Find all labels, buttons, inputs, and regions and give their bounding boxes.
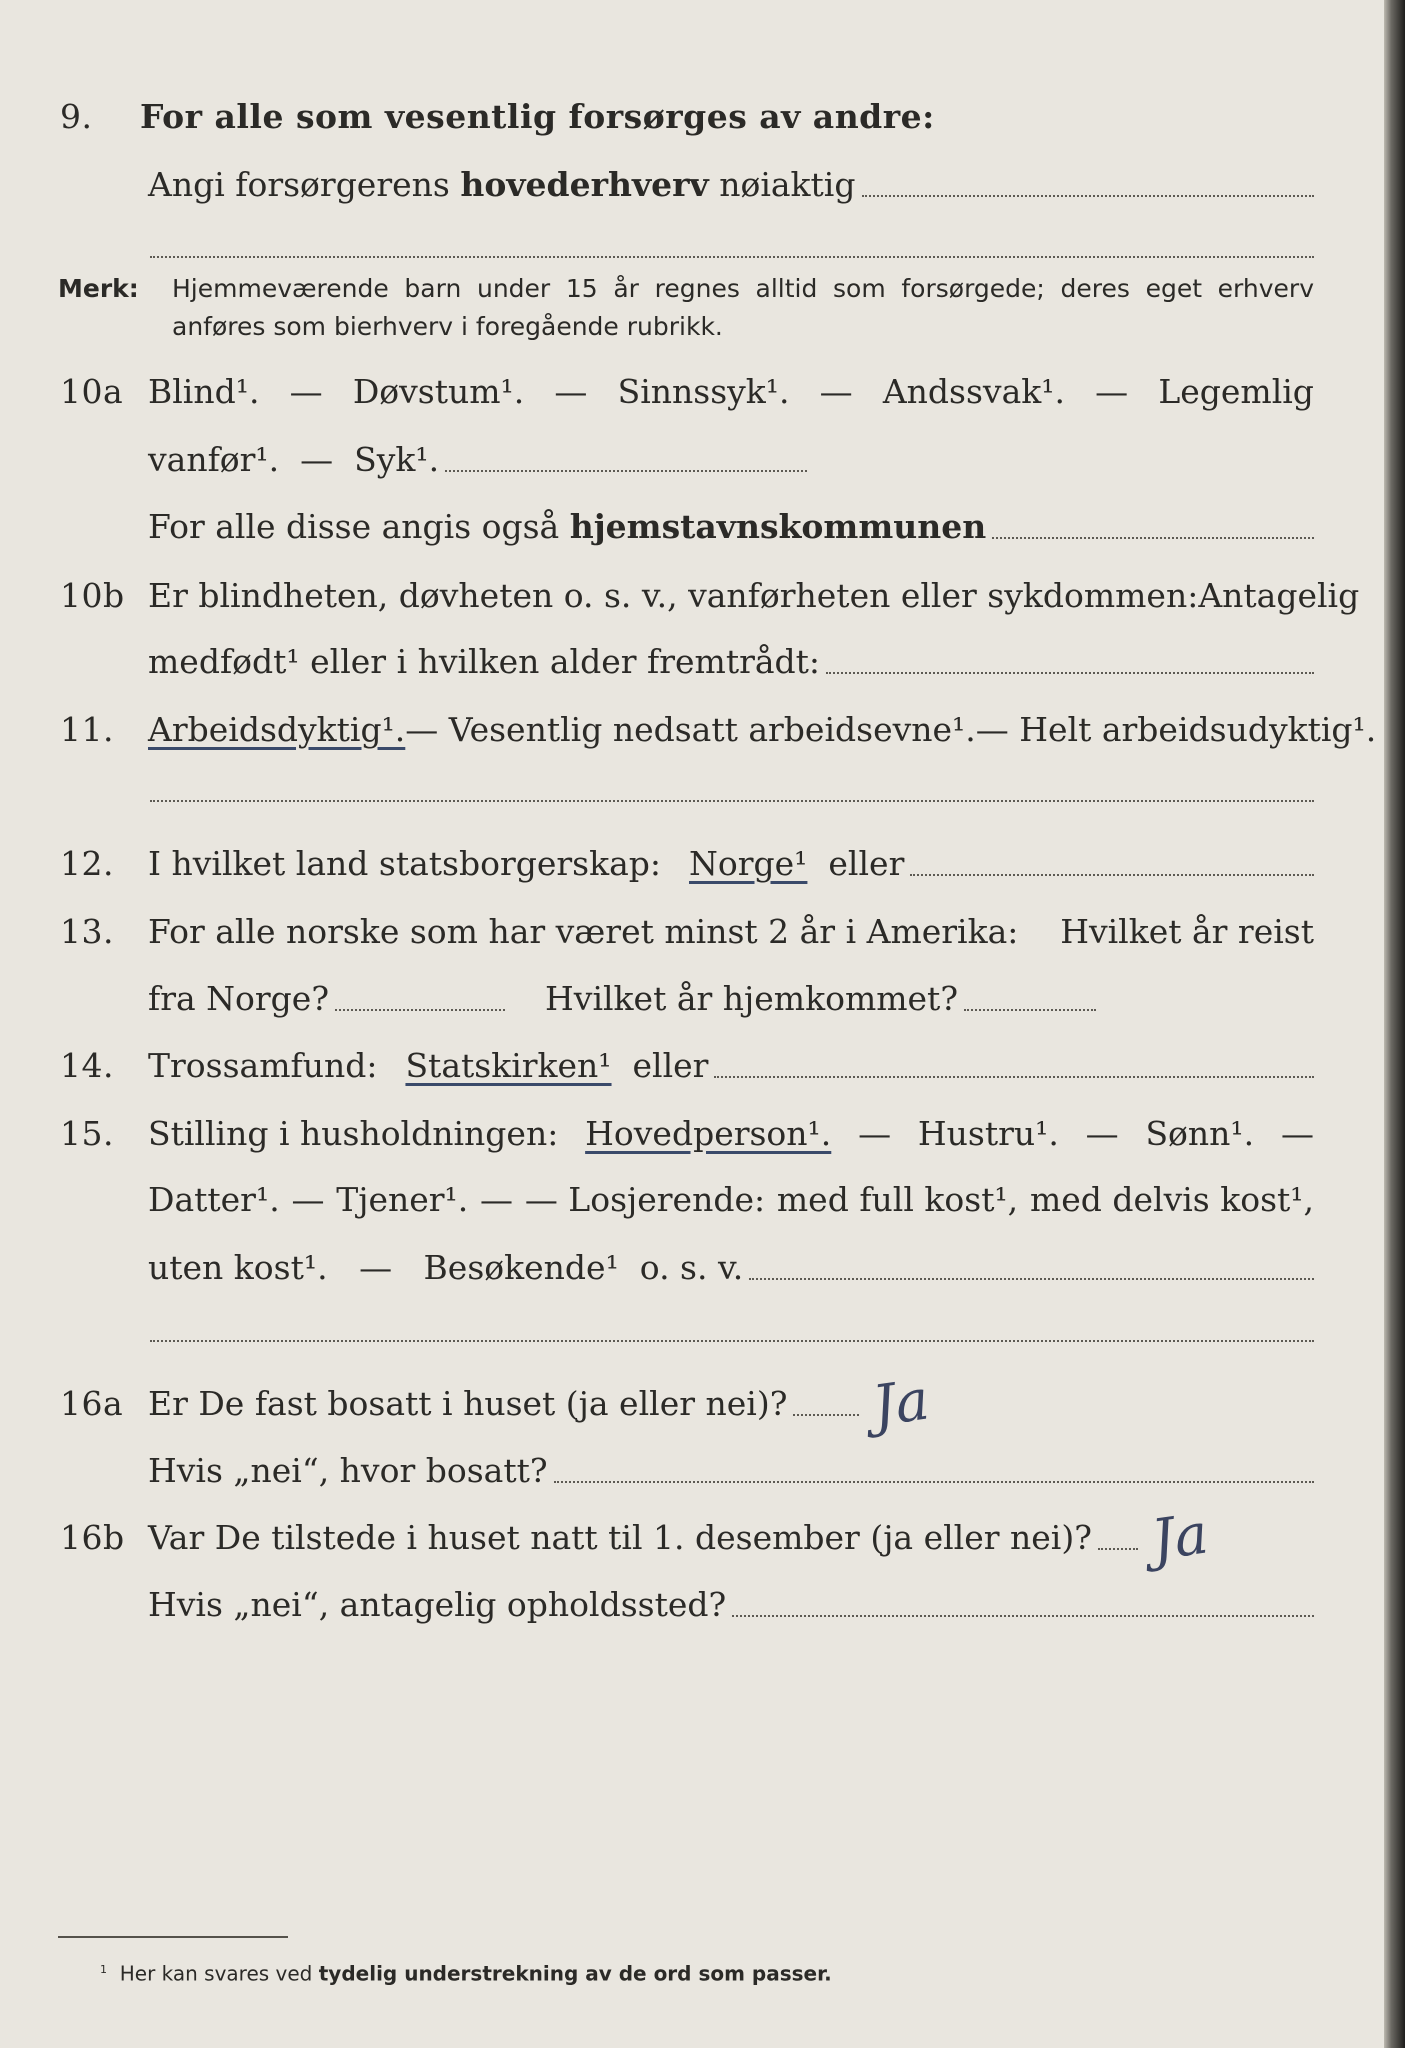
field-label: nøiaktig <box>719 165 856 204</box>
question-16b-cont <box>0 1583 1384 1643</box>
footnote-text: Her kan svares ved <box>119 1961 313 1986</box>
question-10b-cont <box>0 640 1384 700</box>
option-dash: — <box>291 1180 325 1219</box>
option-norway[interactable]: Norge¹ <box>689 844 808 883</box>
option-deaf[interactable]: Døvstum¹. <box>352 372 525 411</box>
question-number: 16a <box>60 1384 124 1423</box>
option-etc: o. s. v. <box>639 1248 744 1287</box>
question-number: 11. <box>60 710 114 749</box>
handwritten-answer: Ja <box>1147 1501 1212 1574</box>
household-position-field[interactable] <box>749 1278 1314 1280</box>
field-label: fra Norge? <box>148 979 330 1018</box>
option-unable-to-work[interactable]: — Helt arbeidsudyktig¹. <box>975 710 1377 749</box>
option-dash: — <box>819 372 853 411</box>
option-partial-board[interactable]: med delvis kost¹, <box>1029 1180 1314 1219</box>
option-reduced-capacity[interactable]: — Vesentlig nedsatt arbeidsevne¹. <box>405 710 976 749</box>
question-15-cont2 <box>0 1246 1384 1306</box>
footnote-marker: 1 <box>100 1963 107 1976</box>
provider-occupation-field[interactable] <box>862 195 1315 197</box>
field-label: Hvis „nei“, antagelig opholdssted? <box>148 1585 727 1624</box>
option-blind[interactable]: Blind¹. <box>148 372 260 411</box>
question-text: Er De fast bosatt i huset (ja eller nei)? <box>148 1384 788 1423</box>
question-text: Var De tilstede i huset natt til 1. desember (ja eller nei)? <box>148 1518 1092 1557</box>
question-text: For alle norske som har været minst 2 år i Amerika: <box>148 912 1019 951</box>
year-left-field[interactable] <box>335 1009 505 1011</box>
question-number: 12. <box>60 844 114 883</box>
option-dash: — <box>1280 1114 1314 1153</box>
question-9-provider <box>0 163 1384 223</box>
question-13-cont <box>0 977 1384 1037</box>
option-full-board[interactable]: med full kost¹, <box>776 1180 1019 1219</box>
option-dash: — <box>300 440 334 479</box>
question-16a-cont <box>0 1449 1384 1509</box>
year-returned-field[interactable] <box>964 1009 1096 1011</box>
option-dash: — <box>1085 1114 1119 1153</box>
note-block <box>58 270 1314 346</box>
question-12 <box>0 842 1384 902</box>
question-number: 15. <box>60 1114 114 1153</box>
question-10b <box>0 574 1384 634</box>
question-13 <box>0 910 1384 970</box>
option-visitor[interactable]: Besøkende¹ <box>423 1248 619 1287</box>
question-14 <box>0 1044 1384 1104</box>
scan-edge <box>1384 0 1405 2048</box>
question-text: Trossamfund: <box>148 1046 378 1085</box>
field-label: For alle disse angis også <box>148 507 560 546</box>
option-dash: — <box>554 372 588 411</box>
religion-field[interactable] <box>714 1076 1314 1078</box>
option-dash: — <box>359 1248 393 1287</box>
option-state-church[interactable]: Statskirken¹ <box>405 1046 612 1085</box>
option-dash: — <box>480 1180 514 1219</box>
home-municipality-field[interactable] <box>992 537 1314 539</box>
handwritten-answer: Ja <box>869 1367 934 1440</box>
sick-field[interactable] <box>445 470 807 472</box>
footnote <box>100 1956 832 1988</box>
question-16b <box>0 1501 1384 1576</box>
question-10a-home <box>0 505 1384 565</box>
option-no-board[interactable]: uten kost¹. <box>148 1248 328 1287</box>
note-label: Merk: <box>58 274 139 303</box>
option-son[interactable]: Sønn¹. <box>1145 1114 1255 1153</box>
question-15-cont <box>0 1178 1384 1238</box>
residence-field[interactable] <box>554 1481 1314 1483</box>
residence-answer-field[interactable] <box>793 1414 859 1416</box>
option-daughter[interactable]: Datter¹. <box>148 1180 280 1219</box>
question-number: 14. <box>60 1046 114 1085</box>
question-15 <box>0 1112 1384 1172</box>
provider-occupation-field-line2[interactable] <box>150 256 1314 258</box>
field-label-bold: hjemstavnskommunen <box>569 507 987 546</box>
question-text: Er blindheten, døvheten o. s. v., vanførheten eller sykdommen: <box>148 576 1199 615</box>
option-dash: — <box>1095 372 1129 411</box>
work-capacity-field-line[interactable] <box>150 800 1314 802</box>
field-label: Hvilket år hjemkommet? <box>545 979 959 1018</box>
option-mentally-disabled[interactable]: Andssvak¹. <box>882 372 1065 411</box>
question-number: 10b <box>60 576 125 615</box>
option-head[interactable]: Hovedperson¹. <box>585 1114 832 1153</box>
option-able-to-work[interactable]: Arbeidsdyktig¹. <box>148 710 406 749</box>
citizenship-field[interactable] <box>910 874 1314 876</box>
footnote-text-bold: tydelig understrekning av de ord som passer. <box>318 1961 832 1986</box>
field-label: Angi forsørgerens <box>148 165 450 204</box>
question-text: medfødt¹ eller i hvilken alder fremtrådt: <box>148 642 821 681</box>
option-other: eller <box>828 844 905 883</box>
field-label: Hvis „nei“, hvor bosatt? <box>148 1451 548 1490</box>
question-10a <box>0 370 1384 430</box>
option-servant[interactable]: Tjener¹. <box>336 1180 469 1219</box>
question-9 <box>0 95 1384 155</box>
onset-age-field[interactable] <box>826 672 1314 674</box>
option-sick[interactable]: Syk¹. <box>354 440 440 479</box>
question-number: 9. <box>60 97 93 136</box>
question-text: Stilling i husholdningen: <box>148 1114 559 1153</box>
household-position-field-line2[interactable] <box>150 1340 1314 1342</box>
question-text: I hvilket land statsborgerskap: <box>148 844 662 883</box>
option-other: eller <box>632 1046 709 1085</box>
whereabouts-field[interactable] <box>732 1615 1314 1617</box>
question-text: For alle som vesentlig forsørges av andre: <box>140 97 935 136</box>
question-10a-cont <box>0 438 1384 498</box>
question-number: 10a <box>60 372 124 411</box>
question-11 <box>0 708 1384 768</box>
option-physical-prefix: Legemlig <box>1158 372 1314 411</box>
question-text-end: Antagelig <box>1198 576 1360 615</box>
option-physically-disabled[interactable]: vanfør¹. <box>148 440 280 479</box>
option-dash: — <box>289 372 323 411</box>
present-answer-field[interactable] <box>1098 1548 1138 1550</box>
option-wife[interactable]: Hustru¹. <box>917 1114 1059 1153</box>
field-label-bold: hovederhverv <box>460 165 709 204</box>
footnote-divider <box>58 1936 288 1938</box>
option-dash: — <box>858 1114 892 1153</box>
option-lodger-label: — Losjerende: <box>524 1180 766 1219</box>
question-16a <box>0 1367 1384 1442</box>
question-text-end: Hvilket år reist <box>1060 912 1314 951</box>
question-number: 13. <box>60 912 114 951</box>
question-number: 16b <box>60 1518 125 1557</box>
note-text: Hjemmeværende barn under 15 år regnes alltid som forsørgede; deres eget erhverv anføres som bierhverv i foregående rubrikk. <box>172 274 1314 341</box>
option-insane[interactable]: Sinnssyk¹. <box>617 372 790 411</box>
